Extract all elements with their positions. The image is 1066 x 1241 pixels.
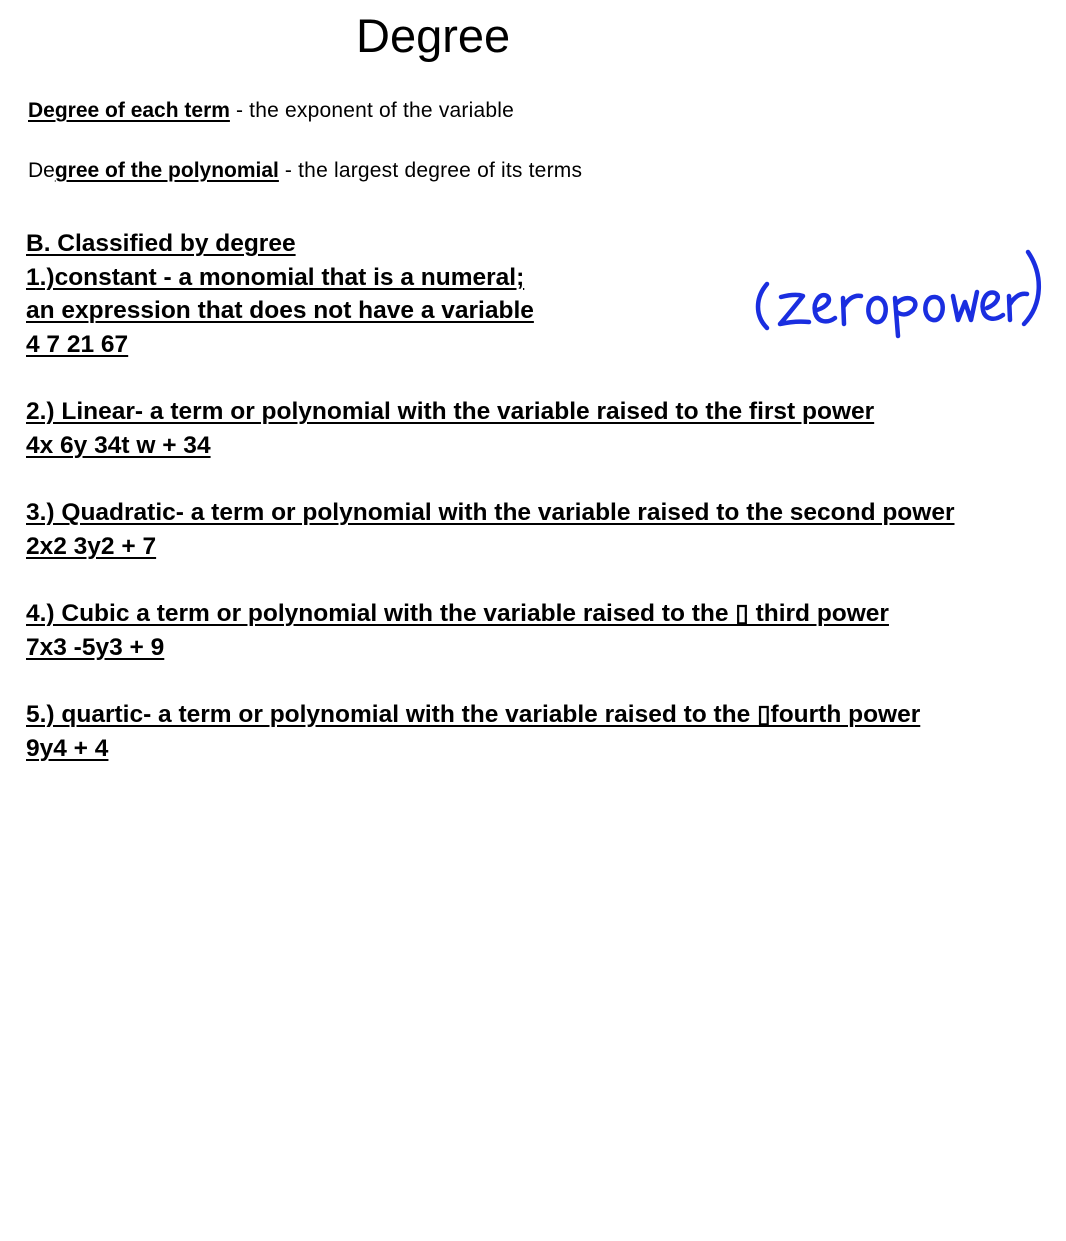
ink-letter-r2: [1009, 294, 1027, 320]
ink-letter-z: [780, 295, 809, 324]
definition-description: - the largest degree of its terms: [278, 159, 583, 182]
constant-examples: 4 7 21 67: [26, 331, 129, 358]
definition-term-label: Degree of each term: [28, 99, 230, 122]
ink-letter-e: [815, 295, 835, 321]
handwritten-zero-power-note: [745, 240, 1045, 345]
definition-description: - the exponent of the variable: [229, 99, 514, 122]
cubic-examples: 7x3 -5y3 + 9: [26, 634, 165, 661]
quartic-definition: 5.) quartic- a term or polynomial with the variable raised to the ▯fourth power: [26, 701, 921, 728]
quadratic-examples: 2x2 3y2 + 7: [26, 533, 157, 560]
quartic-examples: 9y4 + 4: [26, 735, 109, 762]
constant-definition-line2: an expression that does not have a variable: [26, 297, 534, 324]
handwriting-ink: [745, 240, 1045, 340]
definition-polynomial-degree: [28, 158, 582, 184]
definition-term-prefix: De: [28, 159, 55, 182]
ink-letter-p: [895, 298, 915, 336]
ink-open-paren: [758, 284, 767, 328]
quadratic-definition: 3.) Quadratic- a term or polynomial with the variable raised to the second power: [26, 499, 955, 526]
constant-definition-line1: 1.)constant - a monomial that is a numeral;: [26, 264, 525, 291]
cubic-definition: 4.) Cubic a term or polynomial with the variable raised to the ▯ third power: [26, 600, 889, 627]
linear-definition: 2.) Linear- a term or polynomial with the variable raised to the first power: [26, 398, 875, 425]
definition-term-label: gree of the polynomial: [54, 159, 279, 182]
linear-examples: 4x 6y 34t w + 34: [26, 432, 211, 459]
ink-letter-o2: [925, 297, 942, 320]
ink-letter-r: [843, 296, 861, 324]
classification-heading: B. Classified by degree: [26, 230, 296, 257]
ink-letter-o: [868, 298, 885, 322]
page-title: Degree: [356, 9, 511, 62]
ink-letter-e2: [983, 292, 1003, 318]
ink-close-paren: [1024, 252, 1039, 324]
definition-term-degree: [28, 98, 514, 124]
ink-letter-w: [953, 292, 977, 320]
